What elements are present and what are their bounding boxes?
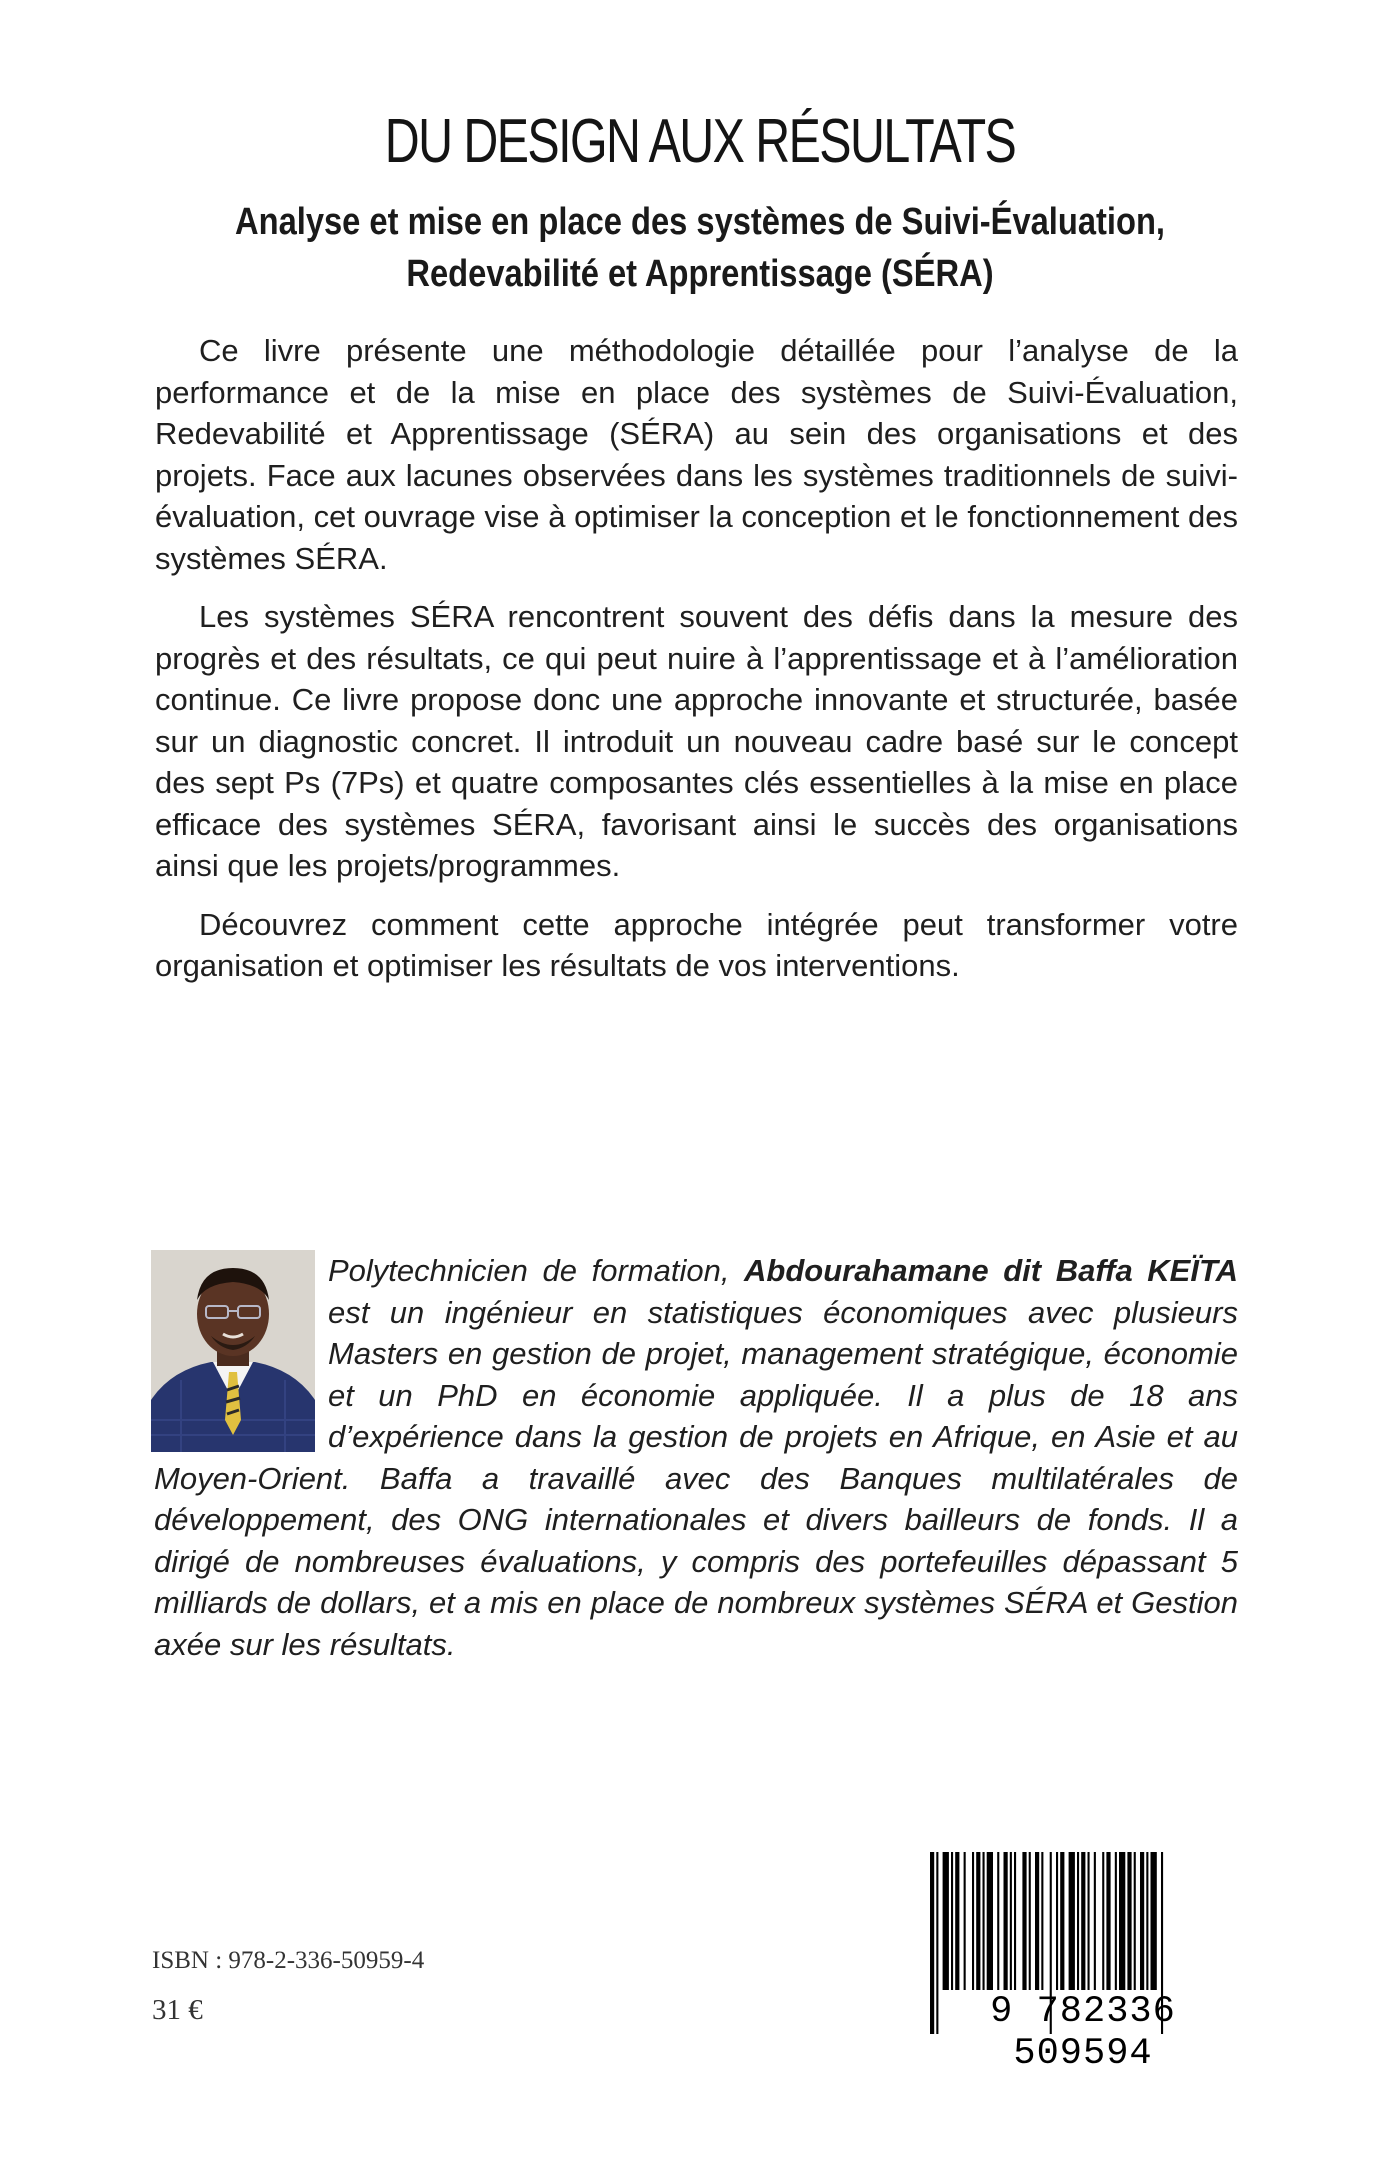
barcode-bar: [1004, 1852, 1008, 1990]
barcode-bar: [983, 1852, 985, 1990]
barcode-bar: [1035, 1852, 1039, 1990]
barcode-bar: [951, 1852, 953, 1990]
barcode-bar: [1060, 1852, 1064, 1990]
barcode-bar: [1088, 1852, 1090, 1990]
barcode-bar: [1077, 1852, 1079, 1990]
book-subtitle: [98, 196, 1302, 300]
barcode-bar: [943, 1852, 949, 1990]
barcode-bar: [1151, 1852, 1157, 1990]
barcode-bar: [1146, 1852, 1148, 1990]
barcode-bar: [955, 1852, 959, 1990]
barcode-bar: [1140, 1852, 1144, 1990]
barcode-bar: [997, 1852, 999, 1990]
barcode-bar: [1041, 1852, 1043, 1990]
barcode-bar: [1081, 1852, 1085, 1990]
barcode-bar: [1134, 1852, 1136, 1990]
subtitle-line-1: Analyse et mise en place des systèmes de Suivi-Évaluation,: [235, 201, 1165, 243]
barcode-bar: [972, 1852, 974, 1990]
book-title: DU DESIGN AUX RÉSULTATS: [384, 107, 1016, 176]
barcode-bar: [976, 1852, 980, 1990]
barcode-bar: [1029, 1852, 1031, 1990]
author-name: Abdourahamane dit Baffa KEÏTA: [744, 1253, 1238, 1288]
summary-paragraph: Les systèmes SÉRA rencontrent souvent des défis dans la mesure des progrès et des résultats, ce qui peut nuire à l’apprentissage et à l’amélioration continue. Ce livre propose donc une approche innovante et structurée, basée sur un diagnostic concret. Il introduit un nouveau cadre basé sur le concept des sept Ps (7Ps) et quatre composantes clés essentielles à la mise en place efficace des systèmes SÉRA, favorisant ainsi le succès des organisations ainsi que les projets/programmes.: [155, 599, 1238, 883]
book-summary: [155, 330, 1238, 1004]
isbn: ISBN : 978-2-336-50959-4: [152, 1947, 425, 1974]
price: 31 €: [152, 1994, 203, 2026]
barcode-bar: [1102, 1852, 1104, 1990]
barcode-bar: [1106, 1852, 1110, 1990]
subtitle-line-2: Redevabilité et Apprentissage (SÉRA): [406, 253, 994, 295]
photo-spacer: [154, 1250, 328, 1456]
barcode-bar: [1010, 1852, 1012, 1990]
barcode-bar: [987, 1852, 993, 1990]
summary-paragraph: Ce livre présente une méthodologie détaillée pour l’analyse de la performance et de la mise en place des systèmes de Suivi-Évaluation, Redevabilité et Apprentissage (SÉRA) au sein des organisations et des projets. Face aux lacunes observées dans les systèmes traditionnels de suivi-évaluation, cet ouvrage vise à optimiser la conception et le fonctionnement des systèmes SÉRA.: [155, 333, 1238, 576]
barcode-bar: [1094, 1852, 1096, 1990]
barcode-bar: [1022, 1852, 1026, 1990]
barcode-digits: 9 782336 509594: [990, 1991, 1176, 2075]
barcode-bar: [1014, 1852, 1016, 1990]
author-biography: [154, 1250, 1238, 1665]
barcode-bar: [1119, 1852, 1125, 1990]
barcode-bar: [1069, 1852, 1075, 1990]
barcode-bar: [1127, 1852, 1131, 1990]
barcode-bar: [1115, 1852, 1117, 1990]
summary-paragraph: Découvrez comment cette approche intégrée peut transformer votre organisation et optimiser les résultats de vos interventions.: [155, 906, 1238, 983]
barcode-bar: [964, 1852, 966, 1990]
barcode-bar: [1056, 1852, 1058, 1990]
bio-text: est un ingénieur en statistiques économiques avec plusieurs Masters en gestion de projet, management stratégique, économie et un PhD en économie appliquée. Il a plus de 18 ans d’expérience dans la gestion de projets en Afrique, en Asie et au Moyen-Orient. Baffa a travaillé avec des Banques multilatérales de développement, des ONG internationales et divers bailleurs de fonds. Il a dirigé de nombreuses évaluations, y compris des portefeuilles dépassant 5 milliards de dollars, et a mis en place de nombreux systèmes SÉRA et Gestion axée sur les résultats.: [154, 1294, 1238, 1662]
bio-intro: Polytechnicien de formation,: [328, 1253, 745, 1288]
